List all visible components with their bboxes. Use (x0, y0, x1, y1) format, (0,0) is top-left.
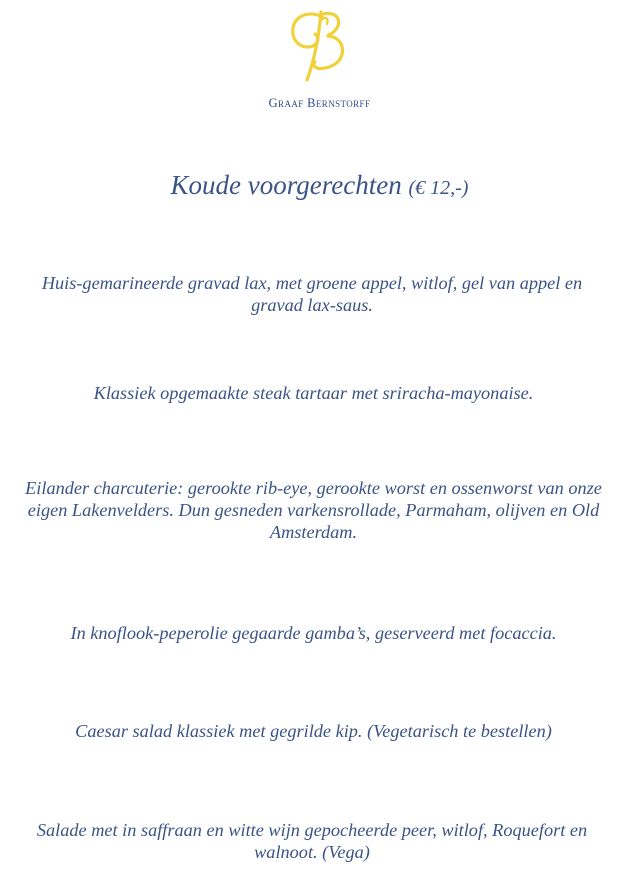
section-title-text: Koude voorgerechten (170, 170, 402, 200)
dish-item-5: Caesar salad klassiek met gegrilde kip. (Vegetarisch te bestellen) (75, 721, 552, 741)
dish-item-6: Salade met in saffraan en witte wijn gepocheerde peer, witlof, Roquefort en walnoot. (Vega) (36, 820, 588, 862)
dish-item-4: In knoflook-peperolie gegaarde gamba’s, geserveerd met focaccia. (70, 623, 557, 643)
dish-item-2: Klassiek opgemaakte steak tartaar met sriracha-mayonaise. (93, 383, 534, 403)
brand-name: Graaf Bernstorff (268, 96, 371, 110)
section-title (0, 170, 639, 201)
dish-item-3: Eilander charcuterie: gerookte rib-eye, gerookte worst en ossenworst van onze eigen Lakenvelders. Dun gesneden varkensrollade, Parmaham, olijven en Old Amsterdam. (25, 478, 602, 542)
monogram-logo (0, 6, 639, 86)
section-price: (€ 12,-) (408, 177, 469, 199)
gb-monogram-icon (285, 6, 355, 86)
dish-item-1: Huis-gemarineerde gravad lax, met groene appel, witlof, gel van appel en gravad lax-saus. (41, 273, 583, 315)
